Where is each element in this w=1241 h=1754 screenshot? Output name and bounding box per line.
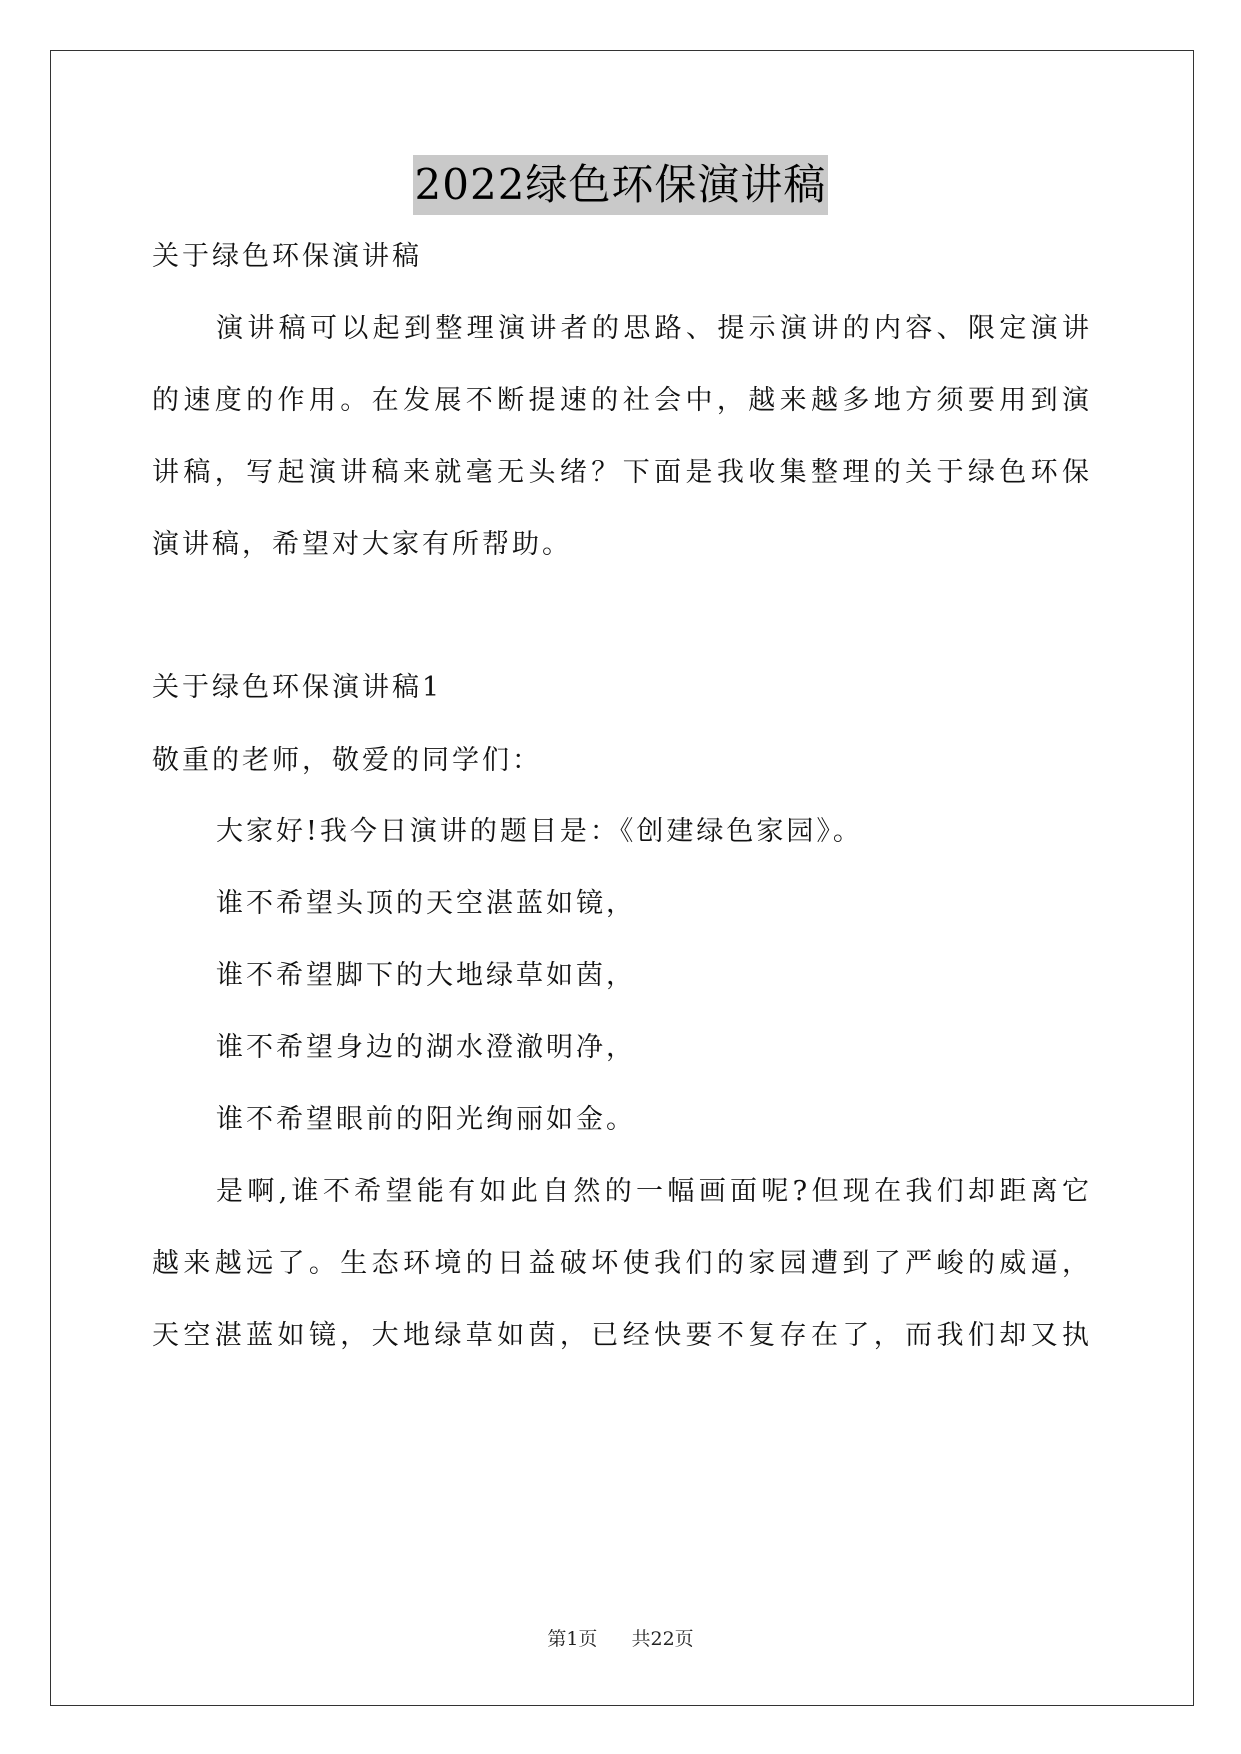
salutation-line: 敬重的老师，敬爱的同学们： (152, 745, 542, 776)
paragraph-line: 谁不希望脚下的大地绿草如茵， (216, 960, 636, 991)
paragraph-line: 演讲稿，希望对大家有所帮助。 (152, 529, 572, 560)
document-title: 2022绿色环保演讲稿 (413, 155, 829, 215)
paragraph-line: 谁不希望身边的湖水澄澈明净， (216, 1032, 636, 1063)
paragraph-line: 大家好!我今日演讲的题目是：《创建绿色家园》。 (216, 816, 863, 847)
section-heading: 关于绿色环保演讲稿1 (152, 672, 443, 703)
paragraph-line: 谁不希望头顶的天空湛蓝如镜， (216, 888, 636, 919)
paragraph-line: 的速度的作用。在发展不断提速的社会中，越来越多地方须要用到演 (152, 385, 1092, 416)
page-number: 第1页 (547, 1628, 598, 1650)
paragraph-line: 天空湛蓝如镜，大地绿草如茵，已经快要不复存在了，而我们却又执 (152, 1320, 1092, 1351)
page-footer (0, 1626, 1241, 1652)
page-frame (50, 50, 1194, 1706)
paragraph-line: 讲稿，写起演讲稿来就毫无头绪？下面是我收集整理的关于绿色环保 (152, 457, 1092, 488)
paragraph-line: 越来越远了。生态环境的日益破坏使我们的家园遭到了严峻的威逼， (152, 1248, 1092, 1279)
paragraph-line: 是啊,谁不希望能有如此自然的一幅画面呢?但现在我们却距离它 (216, 1176, 1092, 1207)
title-container (0, 155, 1241, 215)
paragraph-line: 演讲稿可以起到整理演讲者的思路、提示演讲的内容、限定演讲 (216, 313, 1092, 344)
page-total: 共22页 (631, 1628, 694, 1650)
subtitle-line: 关于绿色环保演讲稿 (152, 241, 422, 272)
paragraph-line: 谁不希望眼前的阳光绚丽如金。 (216, 1104, 636, 1135)
